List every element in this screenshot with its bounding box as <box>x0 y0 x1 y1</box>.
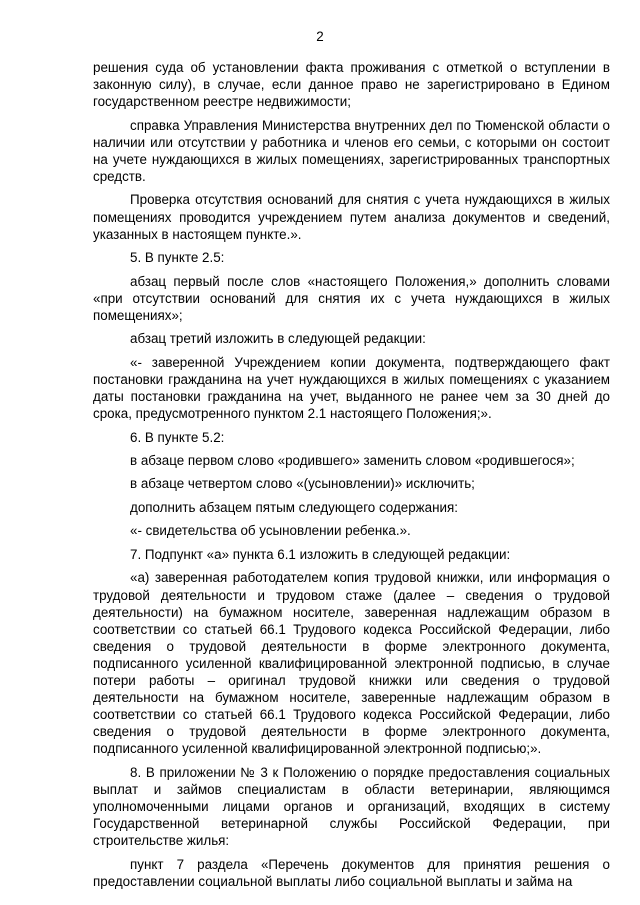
paragraph-item-7-quote: «а) заверенная работодателем копия трудовой книжки, или информация о трудовой деятельности и трудовом стаже (далее – сведения о трудовой деятельности) на бумажном носителе, заверенная надлежащим образом в соответствии со статьей 66.1 Трудового кодекса Российской Федерации, либо сведения о трудовой деятельности в форме электронного документа, подписанного усиленной квалифицированной электронной подписью, в случае потери работы – оригинал трудовой книжки или сведения о трудовой деятельности на бумажном носителе, заверенные надлежащим образом в соответствии со статьей 66.1 Трудового кодекса Российской Федерации, либо сведения о трудовой деятельности в форме электронного документа, подписанного усиленной квалифицированной электронной подписью;». <box>93 570 610 757</box>
paragraph-item-7: 7. Подпункт «а» пункта 6.1 изложить в следующей редакции: <box>130 546 511 562</box>
paragraph-item-6-add: дополнить абзацем пятым следующего содержания: <box>130 499 458 515</box>
paragraph-item-5-third: абзац третий изложить в следующей редакции: <box>130 331 426 347</box>
document-body <box>93 59 610 896</box>
paragraph-item-5: 5. В пункте 2.5: <box>130 250 225 266</box>
paragraph-verification: Проверка отсутствия оснований для снятия с учета нуждающихся в жилых помещениях проводится учреждением путем анализа документов и сведений, указанных в настоящем пункте.». <box>93 192 610 242</box>
paragraph-item-5-first: абзац первый после слов «настоящего Положения,» дополнить словами «при отсутствии оснований для снятия их с учета нуждающихся в жилых помещениях»; <box>93 273 610 323</box>
paragraph-item-5-quote: «- заверенной Учреждением копии документа, подтверждающего факт постановки гражданина на учет нуждающихся в жилых помещениях с указанием даты постановки гражданина на учет, выданного не ранее чем за 30 дней до срока, предусмотренного пунктом 2.1 настоящего Положения;». <box>93 354 610 422</box>
paragraph-item-8-point-7: пункт 7 раздела «Перечень документов для принятия решения о предоставлении социальной выплаты либо социальной выплаты и займа на <box>93 856 610 889</box>
paragraph-item-6-quote: «- свидетельства об усыновлении ребенка.». <box>130 523 411 539</box>
paragraph-continuation: решения суда об установлении факта проживания с отметкой о вступлении в законную силу), в случае, если данное право не зарегистрировано в Едином государственном реестре недвижимости; <box>93 60 610 110</box>
paragraph-item-6-fourth: в абзаце четвертом слово «(усыновлении)» исключить; <box>130 476 475 492</box>
page-number: 2 <box>316 29 324 44</box>
paragraph-item-6-first: в абзаце первом слово «родившего» заменить словом «родившегося»; <box>130 453 575 468</box>
paragraph-mvd-certificate: справка Управления Министерства внутренних дел по Тюменской области о наличии или отсутствии у работника и членов его семьи, с которыми он состоит на учете нуждающихся в жилых помещениях, зарегистрированных транспортных средств. <box>93 117 610 184</box>
paragraph-item-8: 8. В приложении № 3 к Положению о порядке предоставления социальных выплат и займов специалистам в области ветеринарии, являющимся уполномоченными лицами органов и организаций, входящих в систему Государственной ветеринарной службы Российской Федерации, при строительстве жилья: <box>93 764 610 849</box>
paragraph-item-6: 6. В пункте 5.2: <box>130 429 225 445</box>
